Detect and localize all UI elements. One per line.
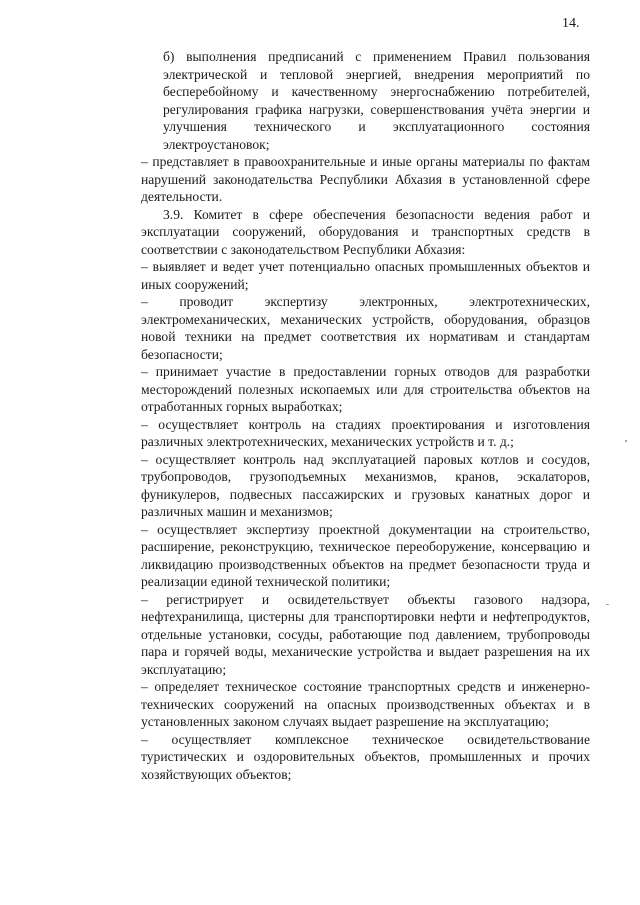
- list-item: – регистрирует и освидетельствует объекты газового надзора, нефтехранилища, цистерны для транспортировки нефти и нефтепродуктов, отдельные установки, сосуды, работающие под давлением, трубопроводы пара и горячей воды, механические устройства и выдает разрешения на их эксплуатацию;: [141, 591, 590, 677]
- list-item: – определяет техническое состояние транспортных средств и инженерно-технических сооружений на опасных производственных объектах и в установленных законом случаях выдает разрешение на эксплуатацию;: [141, 679, 590, 729]
- list-item: – принимает участие в предоставлении горных отводов для разработки месторождений полезных ископаемых или для строительства объектов на отработанных горных выработках;: [141, 364, 590, 414]
- list-item: – проводит экспертизу электронных, электротехнических, электромеханических, механических устройств, оборудования, образцов новой техники на предмет соответствия их нормативам и стандартам безопасности;: [141, 294, 590, 362]
- list-item: – осуществляет контроль над эксплуатацией паровых котлов и сосудов, трубопроводов, грузоподъемных механизмов, кранов, эскалаторов, фуникулеров, подвесных пассажирских и грузовых канатных дорог и различных машин и механизмов;: [141, 451, 590, 519]
- list-item: – осуществляет экспертизу проектной документации на строительство, расширение, реконструкцию, техническое переоборужение, консервацию и ликвидацию производственных объектов на предмет безопасности труда и реализации единой технической политики;: [141, 521, 590, 589]
- list-item: – представляет в правоохранительные и иные органы материалы по фактам нарушений законодательства Республики Абхазия в установленной сфере деятельности.: [141, 154, 590, 204]
- list-item: – выявляет и ведет учет потенциально опасных промышленных объектов и иных сооружений;: [141, 259, 590, 292]
- scan-speck: [625, 440, 627, 442]
- list-item: – осуществляет контроль на стадиях проектирования и изготовления различных электротехнических, механических устройств и т. д.;: [141, 416, 590, 449]
- document-body: [141, 48, 590, 783]
- scan-speck: [606, 604, 609, 605]
- list-item: – осуществляет комплексное техническое освидетельствование туристических и оздоровительных объектов, промышленных и прочих хозяйствующих объектов;: [141, 731, 590, 782]
- page-number: 14.: [562, 16, 580, 31]
- paragraph-b-continuation: б) выполнения предписаний с применением Правил пользования электрической и тепловой энергией, внедрения мероприятий по бесперебойному и качественному энергоснабжению потребителей, регулирования графика нагрузки, совершенствования учёта энергии и улучшения технического и эксплуатационного состояния электроустановок;: [163, 49, 590, 152]
- section-3-9-heading: 3.9. Комитет в сфере обеспечения безопасности ведения работ и эксплуатации сооружений, оборудования и транспортных средств в соответствии с законодательством Республики Абхазия:: [141, 206, 590, 257]
